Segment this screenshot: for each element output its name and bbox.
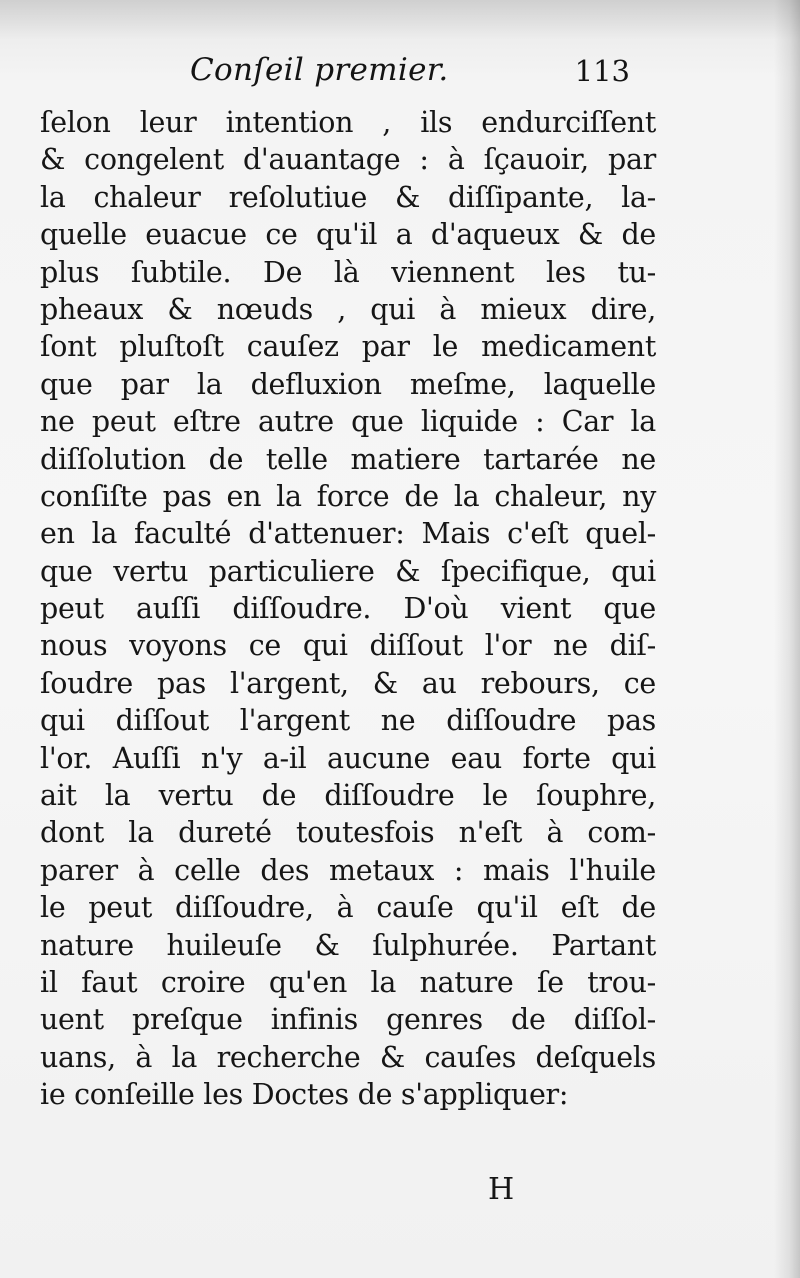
page-header	[40, 52, 630, 96]
page-number: 113	[574, 54, 630, 88]
text-line: il faut croire qu'en la nature ſe trou-	[40, 965, 656, 999]
body-text	[40, 104, 656, 1114]
text-line: ne peut eſtre autre que liquide : Car la	[40, 405, 656, 439]
text-line: pheaux & nœuds , qui à mieux dire,	[40, 292, 656, 326]
text-line: parer à celle des metaux : mais l'huile	[40, 853, 656, 887]
text-line: nature huileuſe & ſulphurée. Partant	[40, 928, 656, 962]
text-line: en la faculté d'attenuer: Mais c'eſt quel-	[40, 517, 656, 551]
text-line: la chaleur reſolutiue & diſſipante, la-	[40, 180, 656, 214]
text-line: que vertu particuliere & ſpecifique, qui	[40, 554, 656, 588]
text-line: plus ſubtile. De là viennent les tu-	[40, 255, 656, 289]
text-line: ſelon leur intention , ils endurciſſent	[40, 106, 656, 139]
text-line: peut auſſi diſſoudre. D'où vient que	[40, 592, 656, 626]
text-line: nous voyons ce qui diſſout l'or ne diſ-	[40, 629, 656, 663]
running-title: Conſeil premier.	[190, 52, 449, 88]
text-line: & congelent d'auantage : à ſçauoir, par	[40, 143, 656, 177]
page-gutter-shadow	[774, 0, 800, 1278]
text-line: le peut diſſoudre, à cauſe qu'il eſt de	[40, 891, 656, 925]
text-line: l'or. Auſſi n'y a-il aucune eau forte qui	[40, 741, 656, 775]
text-line: diſſolution de telle matiere tartarée ne	[40, 442, 656, 476]
text-line: qui diſſout l'argent ne diſſoudre pas	[40, 704, 656, 738]
page-top-shadow	[0, 0, 800, 40]
text-line: uent preſque infinis genres de diſſol-	[40, 1003, 656, 1037]
text-line: conſiſte pas en la force de la chaleur, ny	[40, 479, 656, 513]
text-line: ait la vertu de diſſoudre le ſouphre,	[40, 779, 656, 813]
text-line: que par la defluxion meſme, laquelle	[40, 367, 656, 401]
text-line: ie conſeille les Doctes de s'appliquer:	[40, 1078, 569, 1112]
text-line: ſont pluſtoſt cauſez par le medicament	[40, 330, 656, 364]
text-line: uans, à la recherche & cauſes deſquels	[40, 1040, 656, 1074]
text-line: dont la dureté toutesfois n'eſt à com-	[40, 816, 656, 850]
text-line: ſoudre pas l'argent, & au rebours, ce	[40, 666, 656, 700]
text-line: quelle euacue ce qu'il a d'aqueux & de	[40, 218, 656, 252]
signature-mark: H	[488, 1172, 515, 1207]
